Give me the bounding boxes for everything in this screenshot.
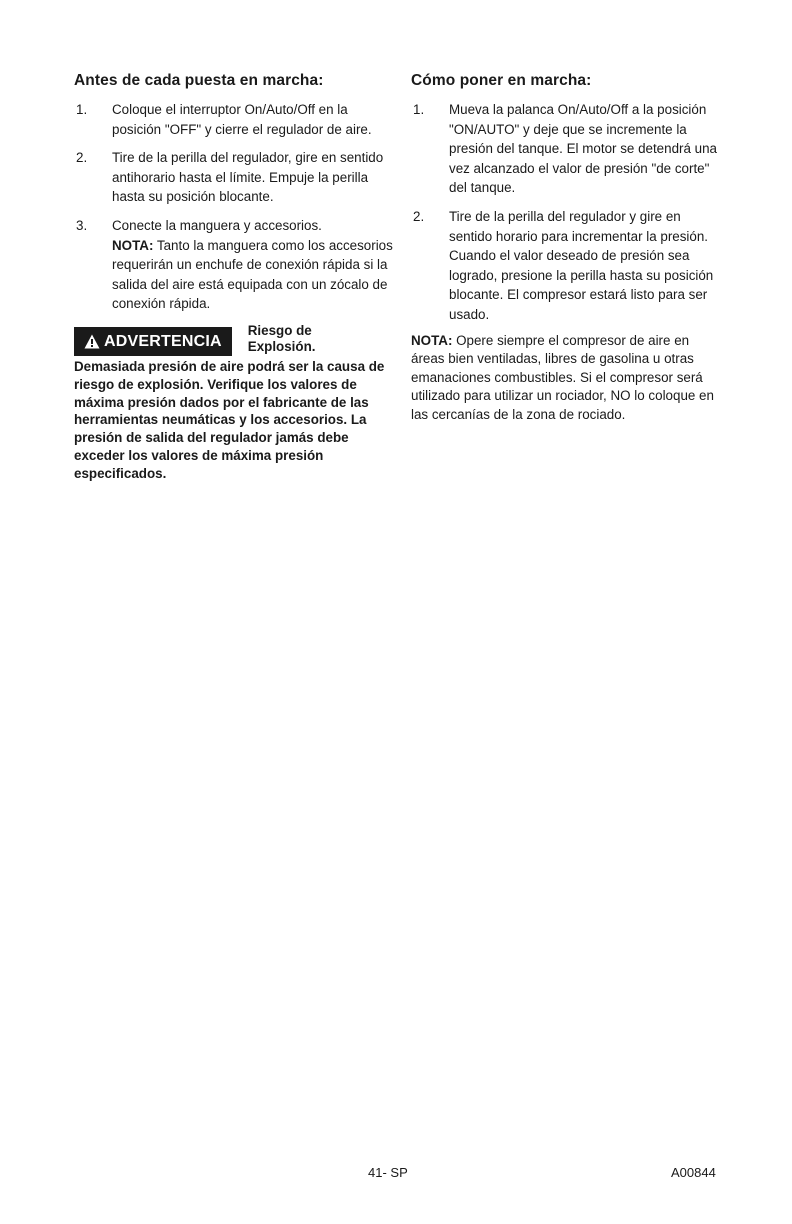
how-to-start-steps — [411, 100, 723, 325]
warning-header — [74, 323, 396, 356]
document-code: A00844 — [671, 1165, 716, 1180]
before-start-heading: Antes de cada puesta en marcha: — [74, 72, 324, 89]
right-column — [411, 72, 723, 425]
warning-text: Demasiada presión de aire podrá ser la causa de riesgo de explosión. Verifique los valores de máxima presión dados por el fabricante de las herramientas neumáticas y los accesorios. La presión de salida del regulador jamás debe exceder los valores de máxima presión especificados. — [74, 358, 385, 481]
step-text: Coloque el interruptor On/Auto/Off en la posición "OFF" y cierre el regulador de aire. — [112, 102, 372, 137]
step-text: Tire de la perilla del regulador y gire en sentido horario para incrementar la presión. Cuando el valor deseado de presión sea logrado, presione la perilla hasta su posición blocante. El compresor estará listo para ser usado. — [449, 208, 714, 322]
step-text: Conecte la manguera y accesorios. — [112, 217, 322, 233]
step-number: 1. — [413, 102, 425, 117]
warning-badge — [74, 327, 232, 356]
list-item — [411, 207, 723, 325]
step-number: 3. — [76, 217, 88, 233]
list-item — [74, 216, 396, 314]
warning-hazard — [248, 323, 316, 355]
list-item — [411, 100, 723, 198]
hazard-line-1: Riesgo de — [247, 322, 312, 338]
step-number: 2. — [76, 150, 88, 166]
page-number: 41- SP — [368, 1165, 408, 1180]
left-column — [74, 72, 396, 483]
step-text: Tire de la perilla del regulador, gire en sentido antihorario hasta el límite. Empuje la perilla hasta su posición blocante. — [112, 150, 384, 205]
how-to-start-heading: Cómo poner en marcha: — [411, 72, 592, 89]
note-text: Opere siempre el compresor de aire en áreas bien ventiladas, libres de gasolina u otras emanaciones combustibles. Si el compresor será utilizado para utilizar un rociador, NO lo coloque en las cercanías de la zona de rociado. — [411, 332, 714, 422]
nota-text: Tanto la manguera como los accesorios requerirán un enchufe de conexión rápida si la salida del aire está equipada con un zócalo de conexión rápida. — [112, 237, 393, 312]
list-item — [74, 148, 396, 207]
step-text: Mueva la palanca On/Auto/Off a la posición "ON/AUTO" y deje que se incremente la presión del tanque. El motor se detendrá una vez alcanzado el valor de presión "de corte" del tanque. — [449, 102, 717, 196]
hazard-line-2: Explosión. — [247, 338, 316, 354]
warning-badge-label: ADVERTENCIA — [104, 332, 222, 350]
before-start-steps — [74, 100, 396, 314]
warning-triangle-icon — [84, 334, 100, 349]
operation-note — [411, 332, 723, 425]
list-item — [74, 100, 396, 139]
step-number: 2. — [413, 208, 425, 224]
step-number: 1. — [76, 102, 88, 117]
note-label: NOTA: — [411, 332, 453, 348]
nota-label: NOTA: — [112, 237, 154, 253]
